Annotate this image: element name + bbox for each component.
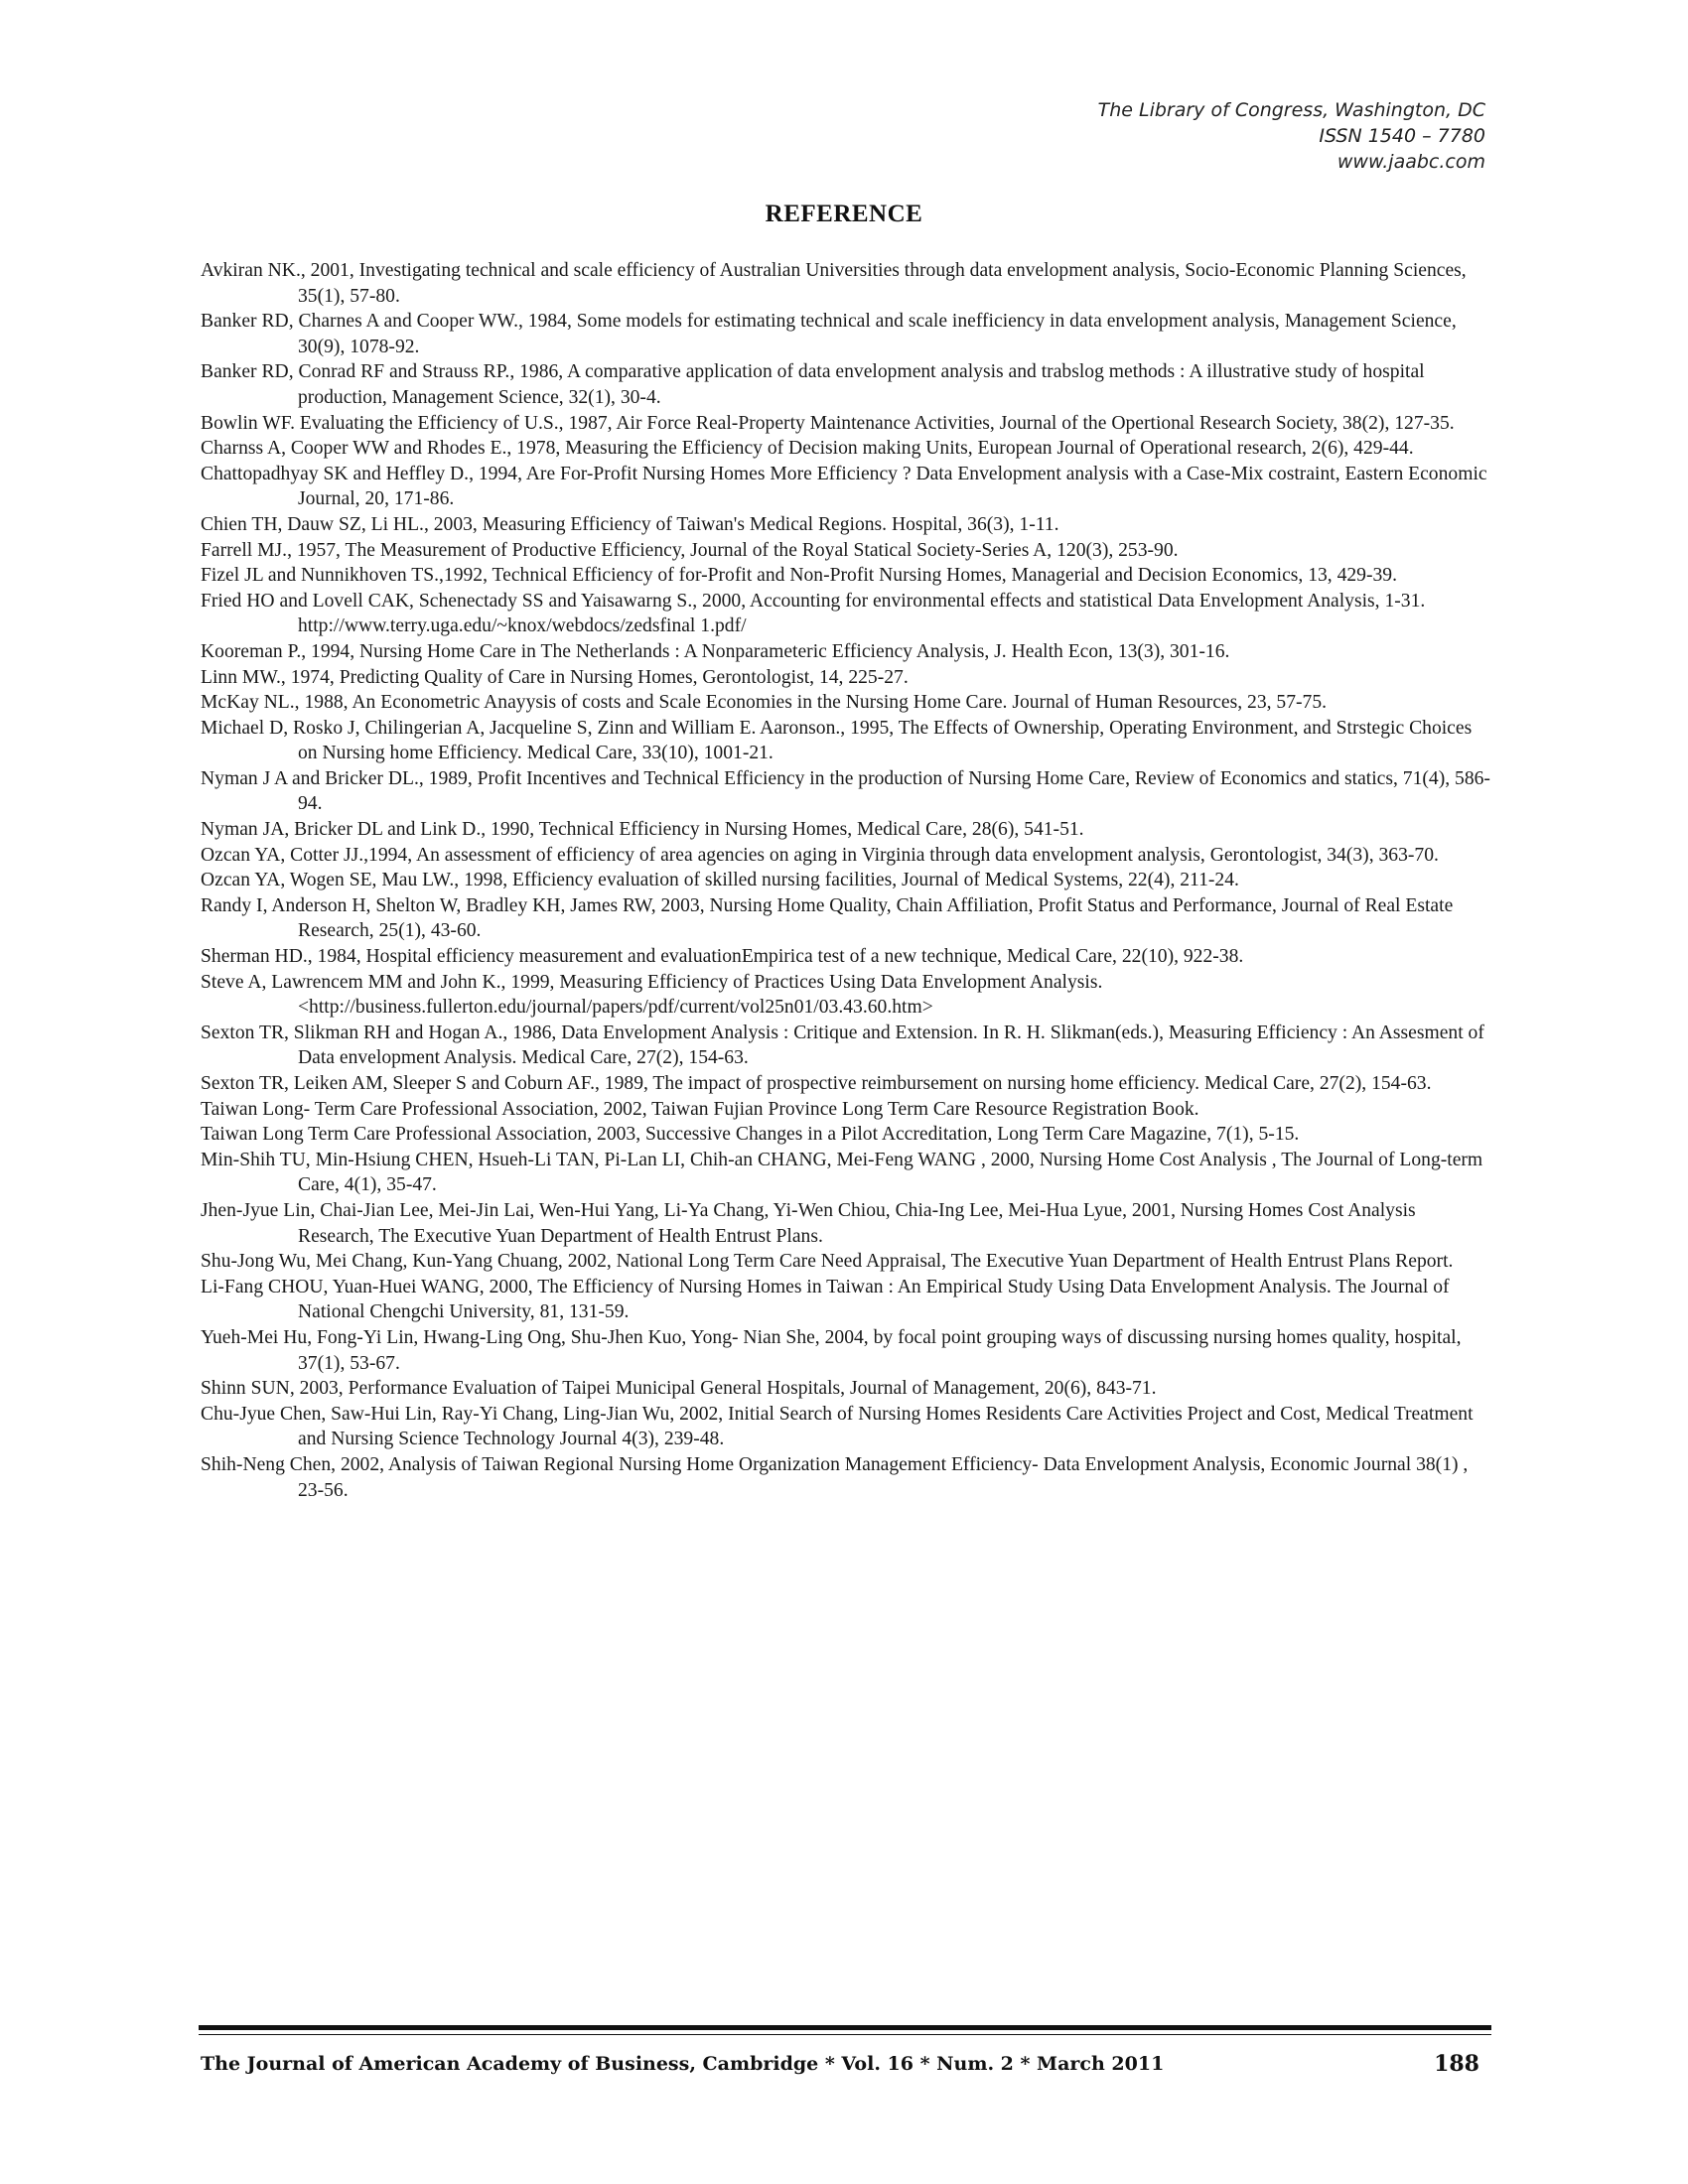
reference-entry: Banker RD, Conrad RF and Strauss RP., 1986, A comparative application of data envelopment analysis and trabslog methods : A illustrative study of hospital production, Management Science, 32(1), 30-4. (201, 361, 1425, 408)
page-number: 188 (1434, 2051, 1479, 2077)
reference-entry: Michael D, Rosko J, Chilingerian A, Jacqueline S, Zinn and William E. Aaronson., 1995, The Effects of Ownership, Operating Environment, and Strstegic Choices on Nursing home Efficiency. Medical Care, 33(10), 1001-21. (201, 717, 1473, 764)
reference-entry: Avkiran NK., 2001, Investigating technical and scale efficiency of Australian Universities through data envelopment analysis, Socio-Economic Planning Sciences, 35(1), 57-80. (201, 260, 1467, 307)
reference-entry: Shu-Jong Wu, Mei Chang, Kun-Yang Chuang, 2002, National Long Term Care Need Appraisal, The Executive Yuan Department of Health Entrust Plans Report. (201, 1251, 1454, 1273)
reference-entry: Fried HO and Lovell CAK, Schenectady SS and Yaisawarng S., 2000, Accounting for environmental effects and statistical Data Envelopment Analysis, 1-31. http://www.terry.uga.edu/~knox/webdocs/zedsfinal 1.pdf/ (201, 590, 1426, 637)
footer-rule-thin (199, 2034, 1491, 2035)
reference-entry: Min-Shih TU, Min-Hsiung CHEN, Hsueh-Li TAN, Pi-Lan LI, Chih-an CHANG, Mei-Feng WANG , 2000, Nursing Home Cost Analysis , The Journal of Long-term Care, 4(1), 35-47. (201, 1149, 1483, 1196)
reference-entry: Ozcan YA, Cotter JJ.,1994, An assessment of efficiency of area agencies on aging in Virginia through data envelopment analysis, Gerontologist, 34(3), 363-70. (201, 844, 1439, 866)
reference-list (201, 258, 1491, 1503)
reference-entry: McKay NL., 1988, An Econometric Anayysis of costs and Scale Economies in the Nursing Home Care. Journal of Human Resources, 23, 57-75. (201, 692, 1328, 714)
page-footer (201, 2053, 1491, 2083)
reference-entry: Sexton TR, Slikman RH and Hogan A., 1986, Data Envelopment Analysis : Critique and Extension. In R. H. Slikman(eds.), Measuring Efficiency : An Assesment of Data envelopment Analysis. Medical Care, 27(2), 154-63. (201, 1022, 1484, 1069)
reference-entry: Taiwan Long Term Care Professional Association, 2003, Successive Changes in a Pilot Accreditation, Long Term Care Magazine, 7(1), 5-15. (201, 1124, 1300, 1146)
reference-entry: Li-Fang CHOU, Yuan-Huei WANG, 2000, The Efficiency of Nursing Homes in Taiwan : An Empirical Study Using Data Envelopment Analysis. The Journal of National Chengchi University, 81, 131-59. (201, 1276, 1450, 1323)
reference-entry: Bowlin WF. Evaluating the Efficiency of U.S., 1987, Air Force Real-Property Maintenance Activities, Journal of the Opertional Research Society, 38(2), 127-35. (201, 412, 1455, 434)
section-title: REFERENCE (765, 201, 923, 227)
footer-rule-thick (199, 2025, 1491, 2030)
reference-entry: Taiwan Long- Term Care Professional Association, 2002, Taiwan Fujian Province Long Term Care Resource Registration Book. (201, 1098, 1199, 1120)
reference-entry: Charnss A, Cooper WW and Rhodes E., 1978, Measuring the Efficiency of Decision making Units, European Journal of Operational research, 2(6), 429-44. (201, 438, 1414, 460)
reference-entry: Ozcan YA, Wogen SE, Mau LW., 1998, Efficiency evaluation of skilled nursing facilities, Journal of Medical Systems, 22(4), 211-24. (201, 870, 1239, 891)
reference-entry: Farrell MJ., 1957, The Measurement of Productive Efficiency, Journal of the Royal Statical Society-Series A, 120(3), 253-90. (201, 539, 1179, 561)
header-website: www.jaabc.com (1336, 151, 1485, 173)
reference-entry: Nyman JA, Bricker DL and Link D., 1990, Technical Efficiency in Nursing Homes, Medical Care, 28(6), 541-51. (201, 819, 1084, 841)
reference-entry: Yueh-Mei Hu, Fong-Yi Lin, Hwang-Ling Ong, Shu-Jhen Kuo, Yong- Nian She, 2004, by focal point grouping ways of discussing nursing homes quality, hospital, 37(1), 53-67. (201, 1326, 1462, 1374)
reference-entry: Kooreman P., 1994, Nursing Home Care in The Netherlands : A Nonparameteric Efficiency Analysis, J. Health Econ, 13(3), 301-16. (201, 640, 1230, 662)
reference-entry: Banker RD, Charnes A and Cooper WW., 1984, Some models for estimating technical and scale inefficiency in data envelopment analysis, Management Science, 30(9), 1078-92. (201, 311, 1457, 357)
reference-entry: Chattopadhyay SK and Heffley D., 1994, Are For-Profit Nursing Homes More Efficiency ? Data Envelopment analysis with a Case-Mix costraint, Eastern Economic Journal, 20, 171-86. (201, 463, 1487, 510)
reference-entry: Jhen-Jyue Lin, Chai-Jian Lee, Mei-Jin Lai, Wen-Hui Yang, Li-Ya Chang, Yi-Wen Chiou, Chia-Ing Lee, Mei-Hua Lyue, 2001, Nursing Homes Cost Analysis Research, The Executive Yuan Department of Health Entrust Plans. (201, 1199, 1416, 1247)
page-header (790, 97, 1485, 175)
header-issn: ISSN 1540 – 7780 (1319, 125, 1485, 147)
reference-entry: Linn MW., 1974, Predicting Quality of Care in Nursing Homes, Gerontologist, 14, 225-27. (201, 666, 909, 688)
reference-entry: Fizel JL and Nunnikhoven TS.,1992, Technical Efficiency of for-Profit and Non-Profit Nursing Homes, Managerial and Decision Economics, 13, 429-39. (201, 565, 1397, 587)
reference-entry: Chien TH, Dauw SZ, Li HL., 2003, Measuring Efficiency of Taiwan's Medical Regions. Hospital, 36(3), 1-11. (201, 513, 1059, 535)
header-publisher: The Library of Congress, Washington, DC (1097, 99, 1485, 121)
reference-entry: Steve A, Lawrencem MM and John K., 1999, Measuring Efficiency of Practices Using Data Envelopment Analysis. <http://business.fullerton.edu/journal/papers/pdf/current/vol25n01/03.43.60.htm> (201, 971, 1103, 1019)
reference-entry: Randy I, Anderson H, Shelton W, Bradley KH, James RW, 2003, Nursing Home Quality, Chain Affiliation, Profit Status and Performance, Journal of Real Estate Research, 25(1), 43-60. (201, 894, 1454, 942)
reference-entry: Nyman J A and Bricker DL., 1989, Profit Incentives and Technical Efficiency in the production of Nursing Home Care, Review of Economics and statics, 71(4), 586-94. (201, 767, 1490, 815)
reference-entry: Sexton TR, Leiken AM, Sleeper S and Coburn AF., 1989, The impact of prospective reimbursement on nursing home efficiency. Medical Care, 27(2), 154-63. (201, 1073, 1432, 1094)
reference-entry: Sherman HD., 1984, Hospital efficiency measurement and evaluationEmpirica test of a new technique, Medical Care, 22(10), 922-38. (201, 946, 1244, 968)
reference-entry: Chu-Jyue Chen, Saw-Hui Lin, Ray-Yi Chang, Ling-Jian Wu, 2002, Initial Search of Nursing Homes Residents Care Activities Project and Cost, Medical Treatment and Nursing Science Technology Journal 4(3), 239-48. (201, 1403, 1474, 1450)
footer-journal-citation: The Journal of American Academy of Business, Cambridge * Vol. 16 * Num. 2 * March 2011 (201, 2053, 1165, 2075)
reference-entry: Shih-Neng Chen, 2002, Analysis of Taiwan Regional Nursing Home Organization Management Efficiency- Data Envelopment Analysis, Economic Journal 38(1) , 23-56. (201, 1453, 1469, 1501)
reference-entry: Shinn SUN, 2003, Performance Evaluation of Taipei Municipal General Hospitals, Journal of Management, 20(6), 843-71. (201, 1378, 1157, 1400)
